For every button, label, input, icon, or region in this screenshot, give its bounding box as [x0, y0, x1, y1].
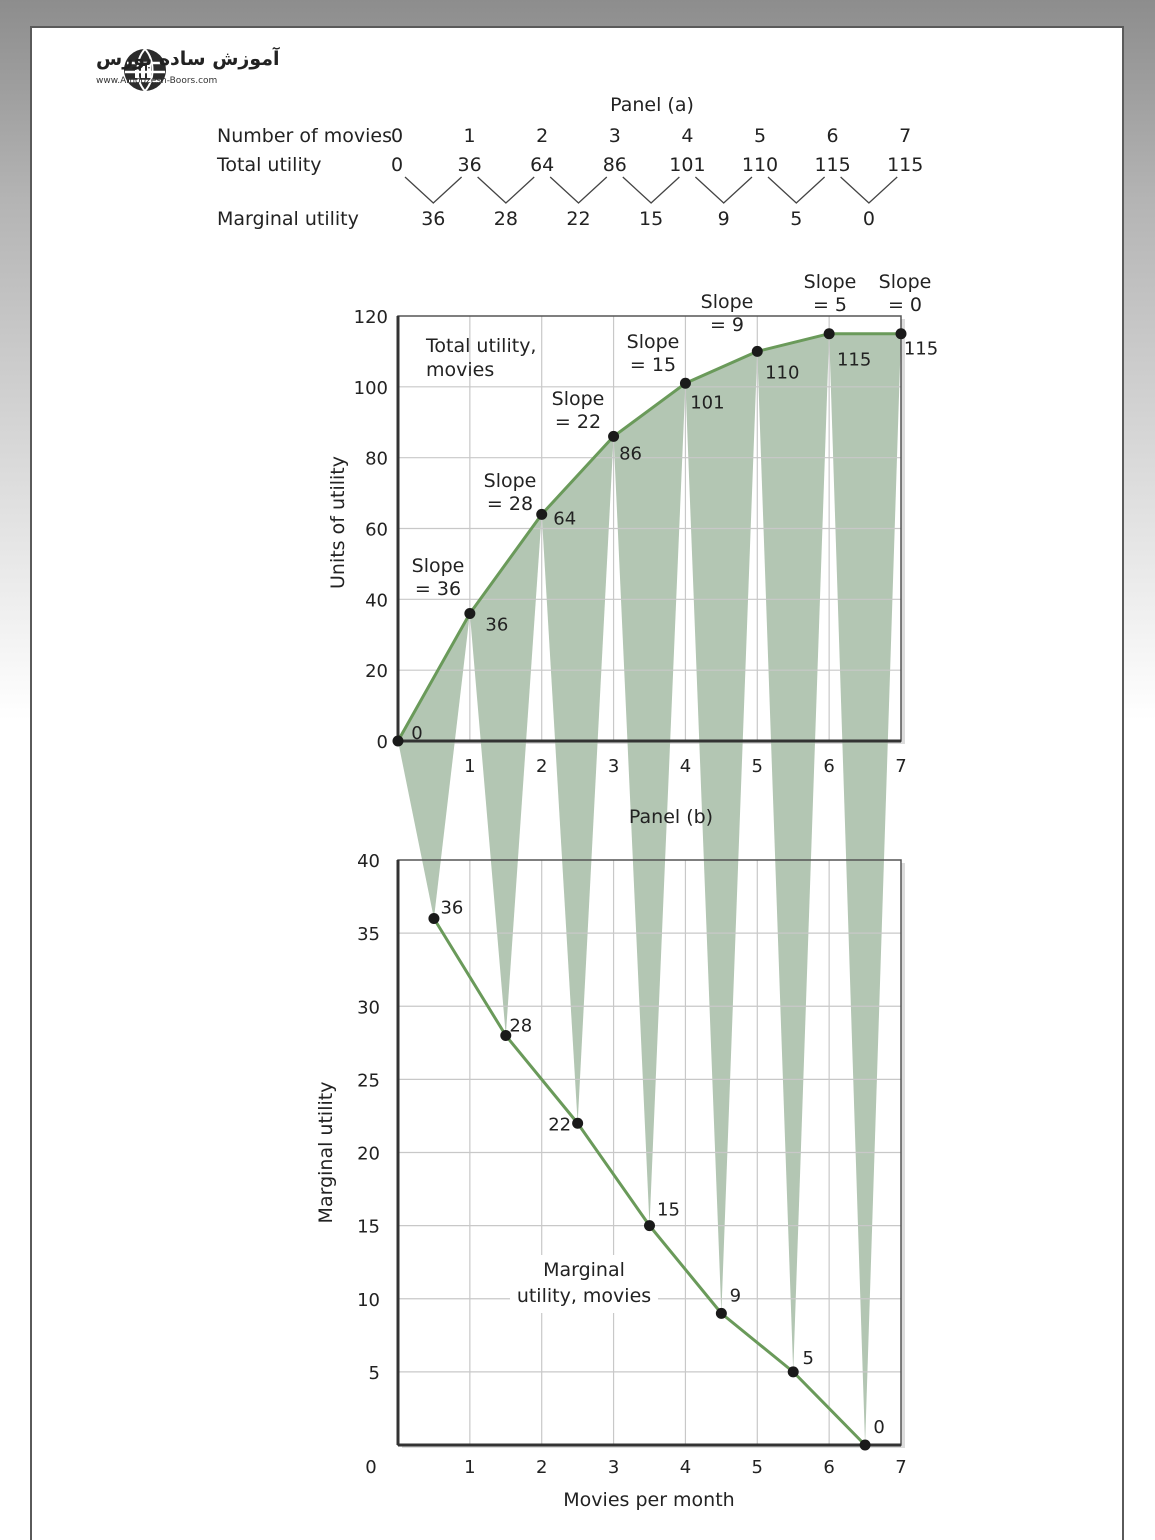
table-total-utility-0: 0	[390, 154, 404, 176]
b-y-tick-20: 20	[357, 1143, 380, 1165]
panel-b-title: Panel (b)	[628, 806, 714, 828]
tu-point-label-1: 36	[485, 614, 509, 636]
table-movies-1: 1	[463, 125, 476, 147]
table-total-utility-5: 110	[741, 154, 779, 176]
tu-point-6	[824, 328, 835, 339]
a-y-tick-60: 60	[365, 519, 388, 541]
a-x-tick-3: 3	[607, 756, 620, 777]
a-y-axis-label: Units of utility	[327, 456, 349, 589]
table-chevron-1	[405, 177, 462, 203]
table-total-utility-1: 36	[457, 154, 482, 176]
mu-point-label-3: 22	[548, 1114, 572, 1136]
table-marginal-utility-4: 15	[639, 208, 664, 230]
b-x-tick-1: 1	[464, 1457, 476, 1478]
table-movies-0: 0	[390, 125, 404, 147]
a-y-tick-120: 120	[353, 307, 388, 328]
mu-point-1	[428, 913, 439, 924]
table-chevron-5	[695, 177, 752, 203]
panel-a-title: Panel (a)	[610, 94, 694, 116]
table-total-utility-6: 115	[814, 154, 851, 176]
b-y-tick-15: 15	[357, 1216, 380, 1238]
tu-curve-label-line2: movies	[426, 359, 495, 381]
a-y-tick-100: 100	[353, 377, 388, 399]
table-total-utility-4: 101	[669, 154, 706, 176]
b-x-tick-7: 7	[895, 1457, 907, 1478]
tu-point-4	[680, 378, 691, 389]
b-y-tick-40: 40	[357, 851, 380, 872]
slope-label-2-top: Slope	[483, 470, 537, 492]
table-total-utility-7: 115	[887, 154, 924, 176]
table-marginal-utility-1: 36	[421, 208, 446, 230]
slope-label-6-top: Slope	[803, 271, 857, 293]
tu-point-2	[536, 509, 547, 520]
slope-label-6-bottom: = 5	[812, 294, 848, 316]
table-marginal-utility-5: 9	[717, 208, 730, 230]
tu-point-3	[608, 431, 619, 442]
a-x-tick-2: 2	[535, 756, 548, 777]
table-chevron-3	[550, 177, 607, 203]
tu-point-label-0: 0	[411, 723, 423, 744]
table-marginal-utility-6: 5	[790, 208, 803, 230]
mu-point-label-1: 36	[440, 897, 464, 919]
slope-label-5-bottom: = 9	[709, 314, 745, 336]
mu-point-4	[644, 1220, 655, 1231]
b-x-tick-3: 3	[607, 1457, 620, 1478]
tu-point-5	[752, 346, 763, 357]
table-movies-7: 7	[899, 125, 912, 147]
a-x-tick-4: 4	[679, 756, 692, 777]
a-x-tick-7: 7	[895, 756, 907, 777]
b-x-axis-label: Movies per month	[563, 1489, 735, 1511]
a-y-tick-0: 0	[376, 732, 388, 753]
table-total-utility-3: 86	[602, 154, 627, 176]
b-x-tick-0: 0	[365, 1457, 377, 1478]
slope-label-1-bottom: = 36	[414, 578, 462, 600]
a-x-tick-5: 5	[751, 756, 764, 777]
slope-label-3-bottom: = 22	[554, 411, 602, 433]
mu-point-3	[572, 1118, 583, 1129]
table-movies-5: 5	[753, 125, 767, 147]
b-x-tick-2: 2	[535, 1457, 548, 1478]
table-chevron-6	[768, 177, 825, 203]
slope-label-3-top: Slope	[551, 388, 605, 410]
mu-point-label-2: 28	[509, 1015, 533, 1037]
tu-point-0	[393, 736, 404, 747]
mu-point-7	[860, 1440, 871, 1451]
mu-point-label-7: 0	[873, 1417, 885, 1438]
row-label-marginal-utility: Marginal utility	[217, 208, 359, 230]
mu-point-5	[716, 1308, 727, 1319]
row-label-total-utility: Total utility	[217, 154, 322, 176]
slope-label-7-bottom: = 0	[887, 294, 923, 316]
table-total-utility-2: 64	[530, 154, 555, 176]
table-marginal-utility-7: 0	[862, 208, 875, 230]
row-label-movies: Number of movies	[217, 125, 392, 147]
mu-curve-label-line2: utility, movies	[516, 1285, 652, 1307]
slope-label-4-top: Slope	[626, 331, 680, 353]
table-marginal-utility-3: 22	[566, 208, 591, 230]
a-y-tick-40: 40	[365, 590, 388, 612]
table-chevron-4	[623, 177, 680, 203]
table-marginal-utility-2: 28	[493, 208, 518, 230]
table-movies-4: 4	[681, 125, 694, 147]
b-x-tick-4: 4	[679, 1457, 692, 1478]
b-x-tick-5: 5	[751, 1457, 764, 1478]
a-y-tick-20: 20	[365, 661, 388, 683]
b-y-tick-25: 25	[357, 1070, 380, 1092]
b-y-tick-30: 30	[357, 997, 380, 1019]
a-x-tick-1: 1	[464, 756, 476, 777]
table-movies-2: 2	[536, 125, 549, 147]
slope-label-1-top: Slope	[411, 555, 465, 577]
tu-curve-label-line1: Total utility,	[426, 335, 537, 357]
logo-url: www.Amoozesh-Boors.com	[96, 76, 218, 86]
a-y-tick-80: 80	[365, 448, 388, 470]
logo-name: آموزش ساده بورس	[96, 48, 280, 70]
table-movies-6: 6	[826, 125, 839, 147]
table-chevron-7	[841, 177, 898, 203]
mu-point-label-6: 5	[802, 1347, 814, 1369]
tu-point-label-6: 115	[836, 349, 872, 371]
slope-label-4-bottom: = 15	[629, 354, 677, 376]
tu-point-7	[896, 328, 907, 339]
tu-point-label-4: 101	[690, 392, 725, 414]
b-y-tick-35: 35	[357, 924, 380, 946]
mu-point-label-5: 9	[729, 1285, 742, 1307]
slope-label-2-bottom: = 28	[486, 493, 534, 515]
a-x-tick-6: 6	[823, 756, 835, 777]
table-chevron-2	[478, 177, 535, 203]
slope-label-7-top: Slope	[878, 271, 932, 293]
b-y-axis-label: Marginal utility	[315, 1081, 337, 1224]
tu-point-label-3: 86	[619, 443, 643, 465]
mu-point-6	[788, 1366, 799, 1377]
b-x-tick-6: 6	[823, 1457, 835, 1478]
tu-point-label-5: 110	[765, 362, 800, 384]
slope-label-5-top: Slope	[700, 291, 754, 313]
mu-curve-label-line1: Marginal	[543, 1259, 625, 1281]
b-y-tick-5: 5	[368, 1362, 380, 1384]
tu-point-1	[464, 608, 475, 619]
mu-point-label-4: 15	[657, 1199, 680, 1221]
b-y-tick-10: 10	[357, 1289, 380, 1311]
tu-point-label-7: 115	[903, 338, 939, 360]
table-movies-3: 3	[608, 125, 621, 147]
tu-point-label-2: 64	[553, 508, 577, 530]
